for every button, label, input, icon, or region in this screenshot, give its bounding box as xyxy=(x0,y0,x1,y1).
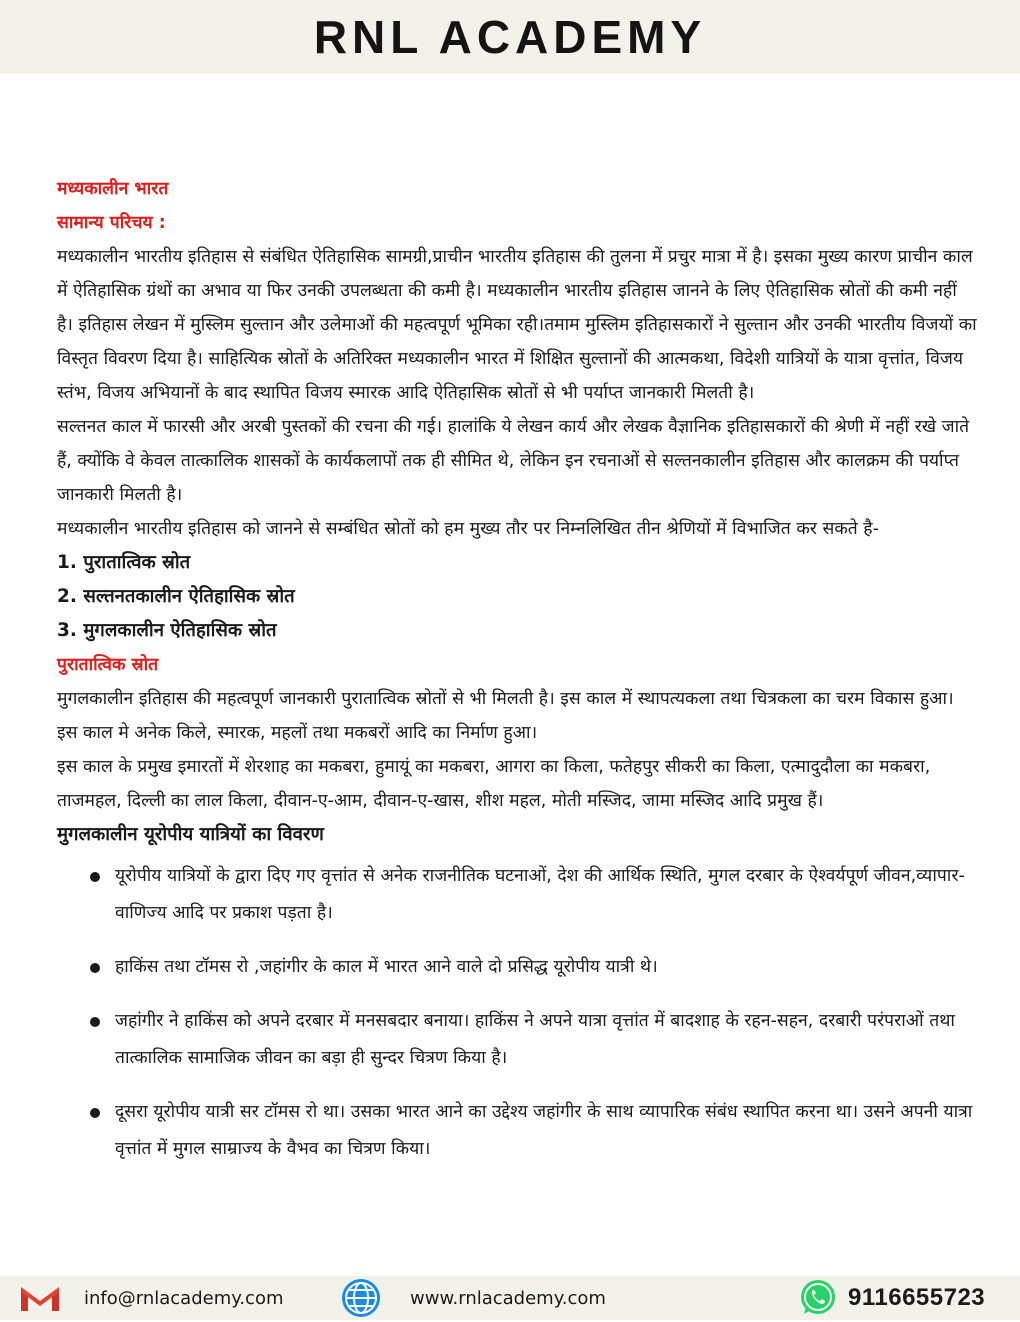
document-body xyxy=(57,172,977,1185)
bullet-icon xyxy=(90,872,100,882)
list-item-3: 3. मुगलकालीन ऐतिहासिक स्रोत xyxy=(57,620,277,641)
website-link[interactable]: www.rnlacademy.com xyxy=(410,1287,606,1309)
archaeological-paragraph: मुगलकालीन इतिहास की महत्वपूर्ण जानकारी पुरातात्विक स्रोतों से भी मिलती है। इस काल में स्थापत्यकला तथा चित्रकला का चरम विकास हुआ। इस काल मे अनेक किले, स्मारक, महलों तथा मकबरों आदि का निर्माण हुआ। xyxy=(57,689,954,743)
whatsapp-icon xyxy=(798,1278,838,1318)
gmail-icon xyxy=(18,1283,62,1313)
archaeological-heading: पुरातात्विक स्रोत xyxy=(57,655,159,675)
phone-number[interactable]: 9116655723 xyxy=(848,1284,986,1311)
globe-icon xyxy=(338,1278,384,1318)
categories-paragraph: मध्यकालीन भारतीय इतिहास को जानने से सम्बंधित स्रोतों को हम मुख्य तौर पर निम्नलिखित तीन श्रेणियों में विभाजित कर सकते है- xyxy=(57,519,879,539)
section-subtitle: सामान्य परिचय : xyxy=(57,213,166,233)
bullet-icon xyxy=(90,963,100,973)
buildings-paragraph: इस काल के प्रमुख इमारतों में शेरशाह का मकबरा, हुमायूं का मकबरा, आगरा का किला, फतेहपुर सीकरी का किला, एत्मादुदौला का मकबरा, ताजमहल, दिल्ली का लाल किला, दीवान-ए-आम, दीवान-ए-खास, शीश महल, मोती मस्जिद, जामा मस्जिद आदि प्रमुख हैं। xyxy=(57,757,931,811)
intro-paragraph: मध्यकालीन भारतीय इतिहास से संबंधित ऐतिहासिक सामग्री,प्राचीन भारतीय इतिहास की तुलना में प्रचुर मात्रा में है। इसका मुख्य कारण प्राचीन काल में ऐतिहासिक ग्रंथों का अभाव या फिर उनकी उपलब्धता की कमी है। मध्यकालीन भारतीय इतिहास जानने के लिए ऐतिहासिक स्रोतों की कमी नहीं है। इतिहास लेखन में मुस्लिम सुल्तान और उलेमाओं की महत्वपूर्ण भूमिका रही।तमाम मुस्लिम इतिहासकारों ने सुल्तान और उनकी भारतीय विजयों का विस्तृत विवरण दिया है। साहित्यिक स्रोतों के अतिरिक्त मध्यकालीन भारत में शिक्षित सुल्तानों की आत्मकथा, विदेशी यात्रियों के यात्रा वृत्तांत, विजय स्तंभ, विजय अभियानों के बाद स्थापित विजय स्मारक आदि ऐतिहासिक स्रोतों से भी पर्याप्त जानकारी मिलती है। xyxy=(57,247,977,403)
bullet-text: जहांगीर ने हाकिंस को अपने दरबार में मनसबदार बनाया। हाकिंस ने अपने यात्रा वृत्तांत में बादशाह के रहन-सहन, दरबारी परंपराओं तथा तात्कालिक सामाजिक जीवन का बड़ा ही सुन्दर चित्रण किया है। xyxy=(115,1011,955,1068)
travellers-list xyxy=(57,858,977,1168)
footer-email[interactable] xyxy=(18,1276,284,1320)
list-item-1: 1. पुरातात्विक स्रोत xyxy=(57,552,191,573)
bullet-text: यूरोपीय यात्रियों के द्वारा दिए गए वृत्तांत से अनेक राजनीतिक घटनाओं, देश की आर्थिक स्थिति, मुगल दरबार के ऐश्वर्यपूर्ण जीवन,व्यापार-वाणिज्य आदि पर प्रकाश पड़ता है। xyxy=(115,866,965,923)
bullet-icon xyxy=(90,1017,100,1027)
page-footer xyxy=(0,1276,1020,1320)
travellers-heading: मुगलकालीन यूरोपीय यात्रियों का विवरण xyxy=(57,824,324,845)
bullet-text: हाकिंस तथा टॉमस रो ,जहांगीर के काल में भारत आने वाले दो प्रसिद्ध यूरोपीय यात्री थे। xyxy=(115,957,658,977)
page-header xyxy=(0,0,1020,74)
footer-phone[interactable] xyxy=(798,1276,985,1320)
bullet-icon xyxy=(90,1108,100,1118)
email-link[interactable]: info@rnlacademy.com xyxy=(84,1287,284,1309)
list-item xyxy=(57,1094,977,1168)
list-item xyxy=(57,949,977,986)
academy-title: RNL ACADEMY xyxy=(313,11,707,63)
section-title: मध्यकालीन भारत xyxy=(57,179,169,199)
sultanate-paragraph: सल्तनत काल में फारसी और अरबी पुस्तकों की रचना की गई। हालांकि ये लेखन कार्य और लेखक वैज्ञानिक इतिहासकारों की श्रेणी में नहीं रखे जाते हैं, क्योंकि वे केवल तात्कालिक शासकों के कार्यकलापों तक ही सीमित थे, लेकिन इन रचनाओं से सल्तनकालीन इतिहास और कालक्रम की पर्याप्त जानकारी मिलती है। xyxy=(57,417,970,505)
list-item xyxy=(57,858,977,932)
footer-website[interactable] xyxy=(338,1276,606,1320)
list-item-2: 2. सल्तनतकालीन ऐतिहासिक स्रोत xyxy=(57,586,295,607)
bullet-text: दूसरा यूरोपीय यात्री सर टॉमस रो था। उसका भारत आने का उद्देश्य जहांगीर के साथ व्यापारिक संबंध स्थापित करना था। उसने अपनी यात्रा वृत्तांत में मुगल साम्राज्य के वैभव का चित्रण किया। xyxy=(115,1102,973,1159)
list-item xyxy=(57,1003,977,1077)
